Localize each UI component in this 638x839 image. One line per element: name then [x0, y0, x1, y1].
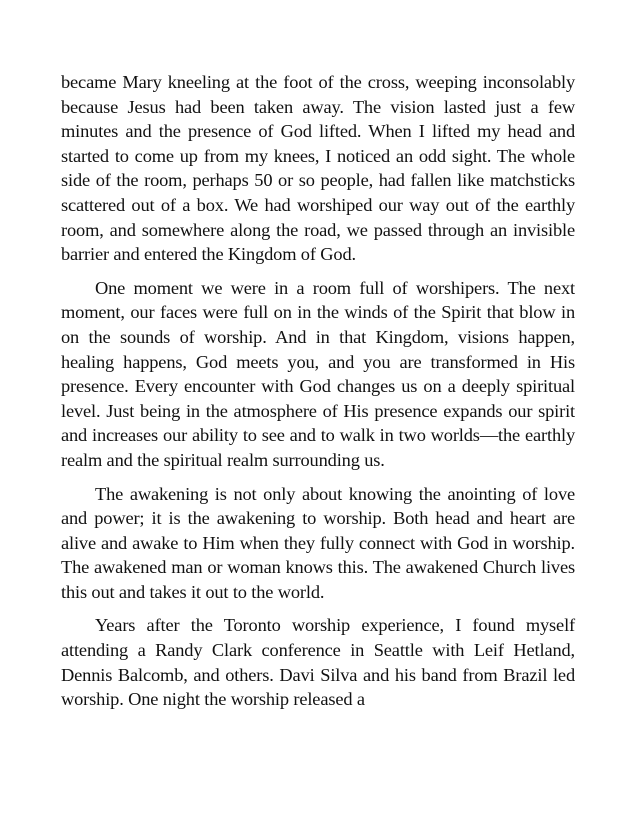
document-page	[61, 70, 575, 712]
paragraph-toronto: Years after the Toronto worship experience, I found myself attending a Randy Clark conference in Seattle with Leif Hetland, Dennis Balcomb, and others. Davi Silva and his band from Brazil led worship. One night the worship released a	[61, 615, 575, 710]
paragraph-worshipers: One moment we were in a room full of worshipers. The next moment, our faces were full on in the winds of the Spirit that blow in on the sounds of worship. And in that Kingdom, visions happen, healing happens, God meets you, and you are transformed in His presence. Every encounter with God changes us on a deeply spiritual level. Just being in the atmosphere of His presence expands our spirit and increases our ability to see and to walk in two worlds—the earthly realm and the spiritual realm surrounding us.	[61, 277, 575, 470]
paragraph-awakening: The awakening is not only about knowing the anointing of love and power; it is the awakening to worship. Both head and heart are alive and awake to Him when they fully connect with God in worship. The awakened man or woman knows this. The awakened Church lives this out and takes it out to the world.	[61, 483, 575, 602]
paragraph-vision: became Mary kneeling at the foot of the cross, weeping inconsolably because Jesus had been taken away. The vision lasted just a few minutes and the presence of God lifted. When I lifted my head and started to come up from my knees, I noticed an odd sight. The whole side of the room, perhaps 50 or so people, had fallen like matchsticks scattered out of a box. We had worshiped our way out of the earthly room, and somewhere along the road, we passed through an invisible barrier and entered the Kingdom of God.	[61, 72, 575, 265]
